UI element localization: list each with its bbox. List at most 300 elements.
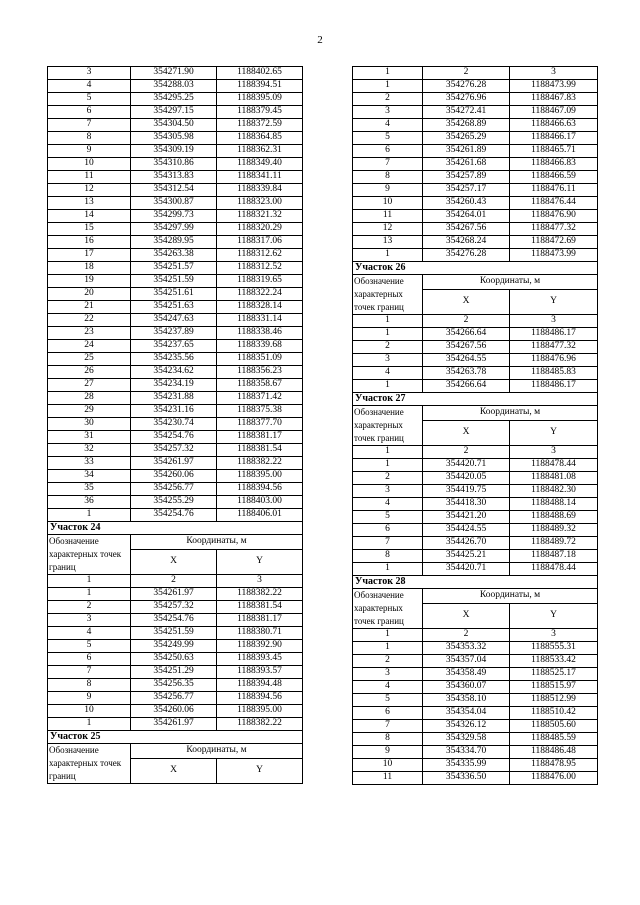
x-coordinate: 354358.10 (423, 694, 510, 707)
header-row (48, 535, 303, 550)
point-number: 7 (353, 720, 423, 733)
y-coordinate: 1188349.40 (217, 158, 303, 171)
x-coordinate: 354353.32 (423, 642, 510, 655)
designation-header: Обозначение характерных точек границ (48, 744, 131, 784)
y-coordinate: 1188362.31 (217, 145, 303, 158)
table-row (353, 655, 598, 668)
table-row (353, 236, 598, 249)
table-row (353, 145, 598, 158)
x-coordinate: 354295.25 (131, 93, 217, 106)
x-coordinate: 354266.64 (423, 380, 510, 393)
y-coordinate: 1188375.38 (217, 405, 303, 418)
x-header: X (423, 604, 510, 629)
y-header: Y (510, 421, 598, 446)
table-row (48, 223, 303, 236)
x-coordinate: 354309.19 (131, 145, 217, 158)
designation-header: Обозначение характерных точек границ (353, 589, 423, 629)
y-coordinate: 1188482.30 (510, 485, 598, 498)
table-row (353, 550, 598, 563)
column-number: 2 (423, 67, 510, 80)
table-row (353, 367, 598, 380)
y-coordinate: 1188320.29 (217, 223, 303, 236)
column-number: 2 (423, 629, 510, 642)
section-title-row (48, 731, 303, 744)
point-number: 5 (353, 511, 423, 524)
x-header: X (423, 421, 510, 446)
table-row (48, 470, 303, 483)
table-row (48, 718, 303, 731)
y-coordinate: 1188486.48 (510, 746, 598, 759)
x-coordinate: 354289.95 (131, 236, 217, 249)
x-coordinate: 354313.83 (131, 171, 217, 184)
x-coordinate: 354231.88 (131, 392, 217, 405)
point-number: 1 (353, 380, 423, 393)
x-coordinate: 354261.89 (423, 145, 510, 158)
column-number-row (353, 446, 598, 459)
y-coordinate: 1188473.99 (510, 249, 598, 262)
y-coordinate: 1188487.18 (510, 550, 598, 563)
point-number: 19 (48, 275, 131, 288)
y-coordinate: 1188466.59 (510, 171, 598, 184)
x-coordinate: 354276.28 (423, 80, 510, 93)
table-row (353, 694, 598, 707)
point-number: 36 (48, 496, 131, 509)
y-coordinate: 1188466.17 (510, 132, 598, 145)
x-coordinate: 354257.32 (131, 444, 217, 457)
x-coordinate: 354265.29 (423, 132, 510, 145)
table-row (48, 418, 303, 431)
point-number: 12 (353, 223, 423, 236)
table-row (48, 158, 303, 171)
column-number: 3 (510, 446, 598, 459)
point-number: 14 (48, 210, 131, 223)
point-number: 3 (353, 354, 423, 367)
column-number-row (353, 629, 598, 642)
table-row (353, 681, 598, 694)
x-coordinate: 354264.55 (423, 354, 510, 367)
x-coordinate: 354260.06 (131, 705, 217, 718)
x-coordinate: 354310.86 (131, 158, 217, 171)
table-row (353, 119, 598, 132)
table-row (48, 679, 303, 692)
point-number: 13 (48, 197, 131, 210)
point-number: 6 (48, 653, 131, 666)
right-coordinate-table (352, 66, 598, 785)
x-coordinate: 354300.87 (131, 197, 217, 210)
point-number: 1 (48, 588, 131, 601)
table-row (48, 431, 303, 444)
point-number: 8 (48, 132, 131, 145)
table-row (48, 640, 303, 653)
x-coordinate: 354247.63 (131, 314, 217, 327)
x-coordinate: 354334.70 (423, 746, 510, 759)
coordinates-header: Координаты, м (131, 535, 303, 550)
table-row (353, 472, 598, 485)
point-number: 20 (48, 288, 131, 301)
x-coordinate: 354254.76 (131, 509, 217, 522)
y-header: Y (510, 604, 598, 629)
point-number: 9 (48, 692, 131, 705)
x-coordinate: 354260.43 (423, 197, 510, 210)
table-row (48, 262, 303, 275)
y-coordinate: 1188380.71 (217, 627, 303, 640)
y-header: Y (217, 759, 303, 784)
table-row (353, 668, 598, 681)
x-coordinate: 354230.74 (131, 418, 217, 431)
table-row (48, 106, 303, 119)
x-coordinate: 354263.38 (131, 249, 217, 262)
point-number: 9 (353, 746, 423, 759)
y-coordinate: 1188382.22 (217, 588, 303, 601)
y-coordinate: 1188395.00 (217, 470, 303, 483)
y-coordinate: 1188356.23 (217, 366, 303, 379)
column-number: 1 (353, 629, 423, 642)
table-row (48, 692, 303, 705)
table-row (48, 327, 303, 340)
table-row (353, 106, 598, 119)
y-coordinate: 1188372.59 (217, 119, 303, 132)
table-row (48, 588, 303, 601)
table-row (353, 707, 598, 720)
table-row (48, 457, 303, 470)
y-coordinate: 1188467.09 (510, 106, 598, 119)
table-row (48, 301, 303, 314)
table-row (48, 509, 303, 522)
point-number: 5 (48, 93, 131, 106)
x-coordinate: 354335.99 (423, 759, 510, 772)
y-coordinate: 1188381.54 (217, 444, 303, 457)
point-number: 6 (353, 524, 423, 537)
x-coordinate: 354257.89 (423, 171, 510, 184)
y-coordinate: 1188478.44 (510, 459, 598, 472)
section-title: Участок 28 (353, 576, 598, 589)
table-row (353, 158, 598, 171)
point-number: 29 (48, 405, 131, 418)
y-coordinate: 1188485.83 (510, 367, 598, 380)
column-number: 3 (510, 67, 598, 80)
y-coordinate: 1188394.51 (217, 80, 303, 93)
column-number: 3 (510, 629, 598, 642)
y-coordinate: 1188382.22 (217, 718, 303, 731)
header-row (353, 406, 598, 421)
point-number: 6 (353, 145, 423, 158)
y-coordinate: 1188312.62 (217, 249, 303, 262)
point-number: 7 (48, 119, 131, 132)
point-number: 16 (48, 236, 131, 249)
y-coordinate: 1188478.95 (510, 759, 598, 772)
point-number: 4 (353, 367, 423, 380)
x-coordinate: 354421.20 (423, 511, 510, 524)
point-number: 10 (353, 759, 423, 772)
table-row (48, 614, 303, 627)
y-coordinate: 1188515.97 (510, 681, 598, 694)
point-number: 8 (353, 733, 423, 746)
x-coordinate: 354305.98 (131, 132, 217, 145)
left-coordinate-table (47, 66, 303, 784)
point-number: 10 (353, 197, 423, 210)
y-coordinate: 1188381.54 (217, 601, 303, 614)
table-row (48, 405, 303, 418)
table-row (48, 80, 303, 93)
page-number: 2 (317, 34, 323, 46)
y-coordinate: 1188406.01 (217, 509, 303, 522)
y-coordinate: 1188392.90 (217, 640, 303, 653)
table-row (353, 642, 598, 655)
x-coordinate: 354267.56 (423, 223, 510, 236)
table-row (353, 485, 598, 498)
y-coordinate: 1188339.84 (217, 184, 303, 197)
y-coordinate: 1188512.99 (510, 694, 598, 707)
y-coordinate: 1188486.17 (510, 380, 598, 393)
table-row (353, 80, 598, 93)
x-coordinate: 354360.07 (423, 681, 510, 694)
table-row (48, 197, 303, 210)
x-header: X (131, 550, 217, 575)
point-number: 7 (48, 666, 131, 679)
point-number: 31 (48, 431, 131, 444)
x-coordinate: 354251.59 (131, 275, 217, 288)
y-coordinate: 1188510.42 (510, 707, 598, 720)
y-coordinate: 1188322.24 (217, 288, 303, 301)
y-coordinate: 1188485.59 (510, 733, 598, 746)
y-coordinate: 1188317.06 (217, 236, 303, 249)
x-coordinate: 354288.03 (131, 80, 217, 93)
table-row (353, 210, 598, 223)
x-coordinate: 354251.59 (131, 627, 217, 640)
table-row (353, 197, 598, 210)
point-number: 9 (353, 184, 423, 197)
x-coordinate: 354261.97 (131, 588, 217, 601)
table-row (48, 366, 303, 379)
point-number: 4 (48, 627, 131, 640)
point-number: 4 (353, 681, 423, 694)
table-row (48, 496, 303, 509)
y-coordinate: 1188467.83 (510, 93, 598, 106)
table-row (353, 328, 598, 341)
y-coordinate: 1188473.99 (510, 80, 598, 93)
table-row (353, 759, 598, 772)
point-number: 7 (353, 158, 423, 171)
y-coordinate: 1188525.17 (510, 668, 598, 681)
y-coordinate: 1188395.09 (217, 93, 303, 106)
table-row (353, 93, 598, 106)
header-row (353, 589, 598, 604)
section-title-row (48, 522, 303, 535)
table-row (48, 340, 303, 353)
table-row (48, 483, 303, 496)
table-row (48, 67, 303, 80)
point-number: 34 (48, 470, 131, 483)
y-coordinate: 1188466.63 (510, 119, 598, 132)
point-number: 11 (353, 210, 423, 223)
x-coordinate: 354237.89 (131, 327, 217, 340)
point-number: 2 (48, 601, 131, 614)
y-coordinate: 1188472.69 (510, 236, 598, 249)
x-coordinate: 354251.57 (131, 262, 217, 275)
y-coordinate: 1188489.72 (510, 537, 598, 550)
header-row (353, 275, 598, 290)
designation-header: Обозначение характерных точек границ (353, 406, 423, 446)
y-coordinate: 1188533.42 (510, 655, 598, 668)
x-coordinate: 354297.99 (131, 223, 217, 236)
x-coordinate: 354249.99 (131, 640, 217, 653)
point-number: 3 (48, 614, 131, 627)
point-number: 10 (48, 158, 131, 171)
table-row (48, 145, 303, 158)
table-row (48, 236, 303, 249)
x-coordinate: 354420.71 (423, 459, 510, 472)
x-coordinate: 354336.50 (423, 772, 510, 785)
x-coordinate: 354426.70 (423, 537, 510, 550)
table-row (48, 288, 303, 301)
x-coordinate: 354251.61 (131, 288, 217, 301)
x-coordinate: 354266.64 (423, 328, 510, 341)
section-title: Участок 26 (353, 262, 598, 275)
point-number: 1 (48, 718, 131, 731)
point-number: 32 (48, 444, 131, 457)
point-number: 9 (48, 145, 131, 158)
point-number: 7 (353, 537, 423, 550)
point-number: 35 (48, 483, 131, 496)
column-number: 2 (423, 315, 510, 328)
point-number: 2 (353, 655, 423, 668)
x-coordinate: 354268.24 (423, 236, 510, 249)
y-coordinate: 1188338.46 (217, 327, 303, 340)
table-row (353, 171, 598, 184)
point-number: 12 (48, 184, 131, 197)
table-row (353, 132, 598, 145)
table-row (48, 132, 303, 145)
y-coordinate: 1188489.32 (510, 524, 598, 537)
table-row (48, 653, 303, 666)
table-row (353, 772, 598, 785)
point-number: 4 (353, 498, 423, 511)
x-coordinate: 354261.68 (423, 158, 510, 171)
y-coordinate: 1188331.14 (217, 314, 303, 327)
y-coordinate: 1188555.31 (510, 642, 598, 655)
point-number: 2 (353, 472, 423, 485)
y-coordinate: 1188403.00 (217, 496, 303, 509)
point-number: 21 (48, 301, 131, 314)
y-coordinate: 1188393.57 (217, 666, 303, 679)
y-coordinate: 1188394.56 (217, 692, 303, 705)
table-row (48, 353, 303, 366)
x-coordinate: 354260.06 (131, 470, 217, 483)
y-coordinate: 1188477.32 (510, 223, 598, 236)
point-number: 1 (353, 563, 423, 576)
point-number: 3 (353, 485, 423, 498)
x-coordinate: 354299.73 (131, 210, 217, 223)
y-header: Y (217, 550, 303, 575)
point-number: 1 (48, 509, 131, 522)
column-number: 1 (353, 446, 423, 459)
coordinates-header: Координаты, м (131, 744, 303, 759)
point-number: 3 (353, 106, 423, 119)
point-number: 4 (353, 119, 423, 132)
y-header: Y (510, 290, 598, 315)
point-number: 10 (48, 705, 131, 718)
x-coordinate: 354257.32 (131, 601, 217, 614)
y-coordinate: 1188477.32 (510, 341, 598, 354)
table-row (48, 627, 303, 640)
x-coordinate: 354272.41 (423, 106, 510, 119)
table-row (48, 379, 303, 392)
y-coordinate: 1188466.83 (510, 158, 598, 171)
x-coordinate: 354420.05 (423, 472, 510, 485)
point-number: 3 (48, 67, 131, 80)
x-coordinate: 354304.50 (131, 119, 217, 132)
table-row (353, 354, 598, 367)
x-coordinate: 354419.75 (423, 485, 510, 498)
section-title-row (353, 576, 598, 589)
x-coordinate: 354276.96 (423, 93, 510, 106)
table-row (353, 249, 598, 262)
x-coordinate: 354251.63 (131, 301, 217, 314)
table-row (353, 184, 598, 197)
point-number: 8 (353, 550, 423, 563)
table-row (48, 705, 303, 718)
y-coordinate: 1188394.56 (217, 483, 303, 496)
point-number: 6 (353, 707, 423, 720)
table-row (48, 275, 303, 288)
y-coordinate: 1188486.17 (510, 328, 598, 341)
point-number: 17 (48, 249, 131, 262)
x-header: X (423, 290, 510, 315)
point-number: 22 (48, 314, 131, 327)
x-coordinate: 354255.29 (131, 496, 217, 509)
section-title-row (353, 262, 598, 275)
x-coordinate: 354256.35 (131, 679, 217, 692)
y-coordinate: 1188312.52 (217, 262, 303, 275)
y-coordinate: 1188321.32 (217, 210, 303, 223)
point-number: 1 (353, 249, 423, 262)
y-coordinate: 1188402.65 (217, 67, 303, 80)
point-number: 5 (353, 132, 423, 145)
point-number: 4 (48, 80, 131, 93)
table-row (353, 733, 598, 746)
y-coordinate: 1188377.70 (217, 418, 303, 431)
x-coordinate: 354326.12 (423, 720, 510, 733)
y-coordinate: 1188319.65 (217, 275, 303, 288)
column-number: 1 (353, 67, 423, 80)
table-row (353, 459, 598, 472)
point-number: 11 (48, 171, 131, 184)
x-coordinate: 354256.77 (131, 483, 217, 496)
y-coordinate: 1188379.45 (217, 106, 303, 119)
column-number: 2 (423, 446, 510, 459)
x-coordinate: 354420.71 (423, 563, 510, 576)
section-title: Участок 24 (48, 522, 303, 535)
x-coordinate: 354354.04 (423, 707, 510, 720)
point-number: 1 (353, 80, 423, 93)
point-number: 15 (48, 223, 131, 236)
x-coordinate: 354237.65 (131, 340, 217, 353)
x-coordinate: 354251.29 (131, 666, 217, 679)
point-number: 1 (353, 459, 423, 472)
y-coordinate: 1188476.90 (510, 210, 598, 223)
table-row (48, 171, 303, 184)
x-coordinate: 354418.30 (423, 498, 510, 511)
table-row (48, 210, 303, 223)
x-coordinate: 354312.54 (131, 184, 217, 197)
table-row (48, 314, 303, 327)
column-number-row (48, 575, 303, 588)
table-row (48, 249, 303, 262)
point-number: 11 (353, 772, 423, 785)
point-number: 27 (48, 379, 131, 392)
point-number: 2 (353, 341, 423, 354)
x-coordinate: 354234.62 (131, 366, 217, 379)
